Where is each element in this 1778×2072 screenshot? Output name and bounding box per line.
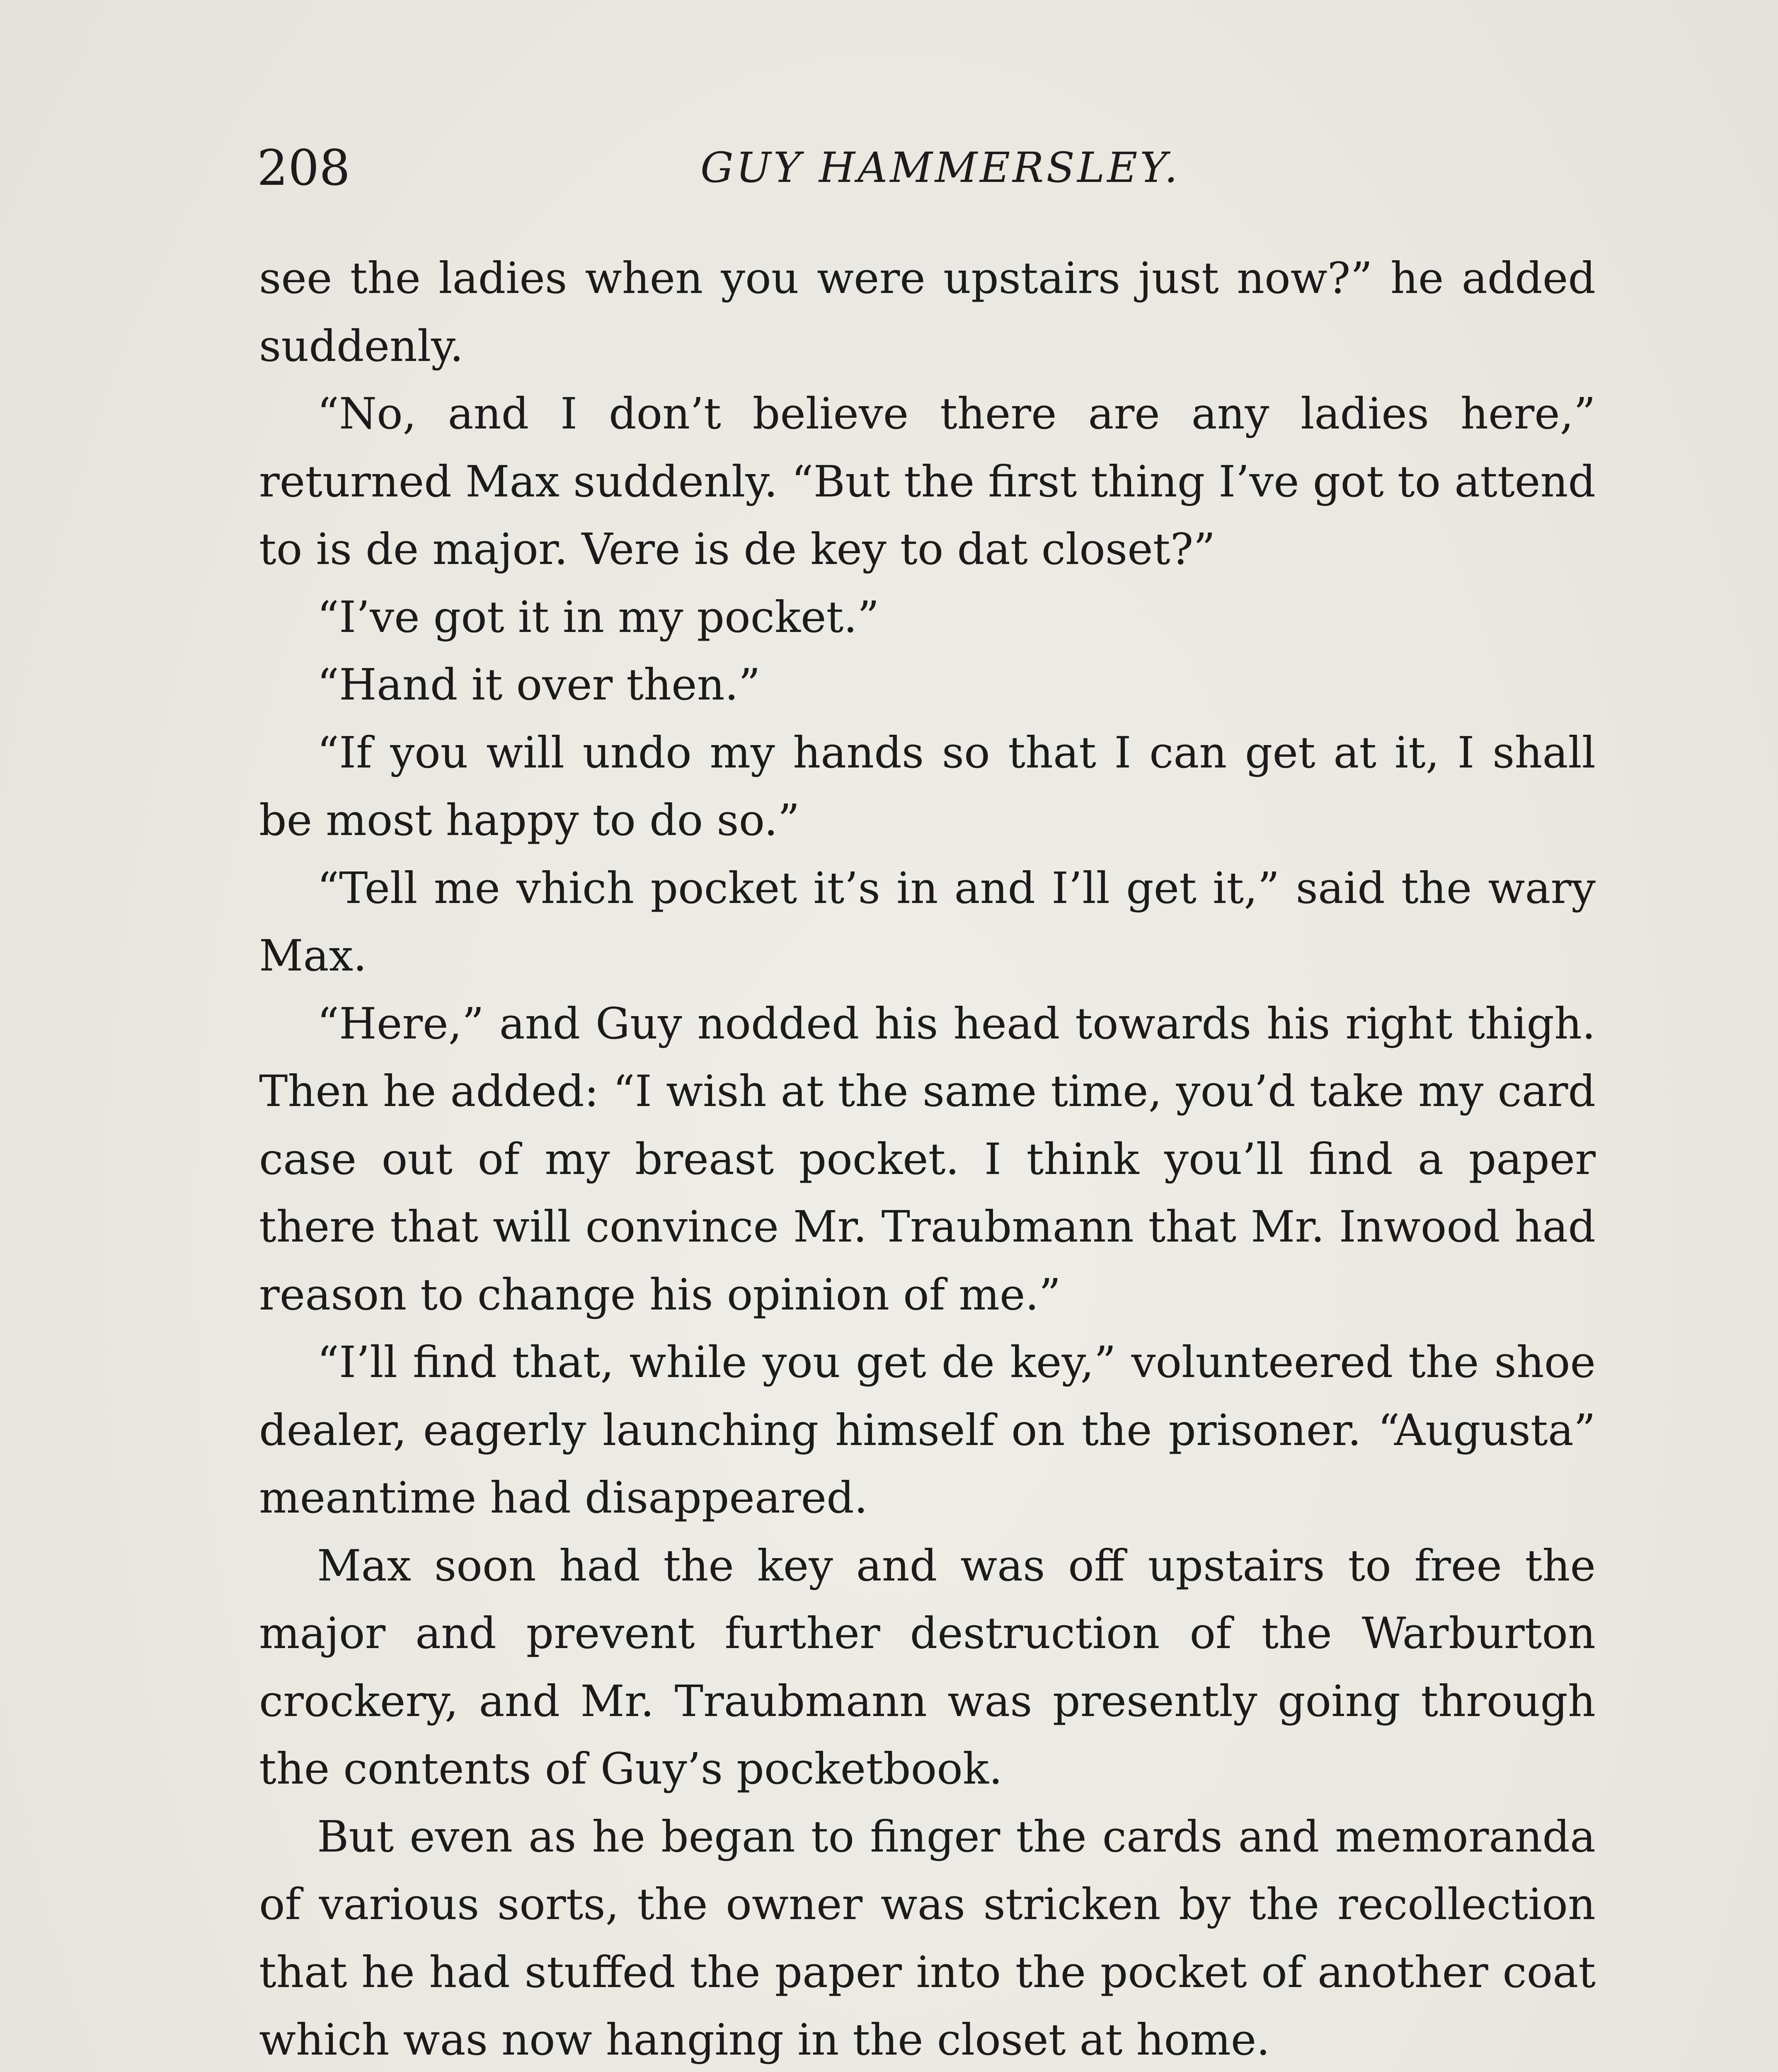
paragraph-5: “If you will undo my hands so that I can get at it, I shall be most happy to do so.” (259, 727, 1596, 845)
running-head (257, 137, 1600, 199)
paragraph-9: Max soon had the key and was off upstairs to free the major and prevent further destruction of the Warburton crockery, and Mr. Traubmann was presently going through the contents of Guy’s pocketbook. (259, 1540, 1596, 1794)
paragraph-2: “No, and I don’t believe there are any ladies here,” returned Max suddenly. “But the first thing I’ve got to attend to is de major. Vere is de key to dat closet?” (259, 388, 1596, 574)
paragraph-4: “Hand it over then.” (317, 659, 761, 710)
paragraph-10: But even as he began to finger the cards and memoranda of various sorts, the owner was stricken by the recollection that he had stuffed the paper into the pocket of another coat which was now hanging in the closet at home. (259, 1811, 1596, 2065)
body-text (259, 244, 1596, 2072)
paragraph-7: “Here,” and Guy nodded his head towards his right thigh. Then he added: “I wish at the same time, you’d take my card case out of my breast pocket. I think you’ll find a paper there that will convince Mr. Traubmann that Mr. Inwood had reason to change his opinion of me.” (259, 998, 1596, 1320)
page-number: 208 (257, 139, 351, 196)
paragraph-8: “I’ll find that, while you get de key,” volunteered the shoe dealer, eagerly launching himself on the prisoner. “Augusta” meantime had disappeared. (259, 1337, 1596, 1523)
paragraph-1: see the ladies when you were upstairs just now?” he added suddenly. (259, 253, 1596, 371)
paragraph-3: “I’ve got it in my pocket.” (317, 591, 879, 642)
paragraph-6: “Tell me vhich pocket it’s in and I’ll get it,” said the wary Max. (259, 862, 1596, 981)
book-title: GUY HAMMERSLEY. (700, 143, 1180, 192)
